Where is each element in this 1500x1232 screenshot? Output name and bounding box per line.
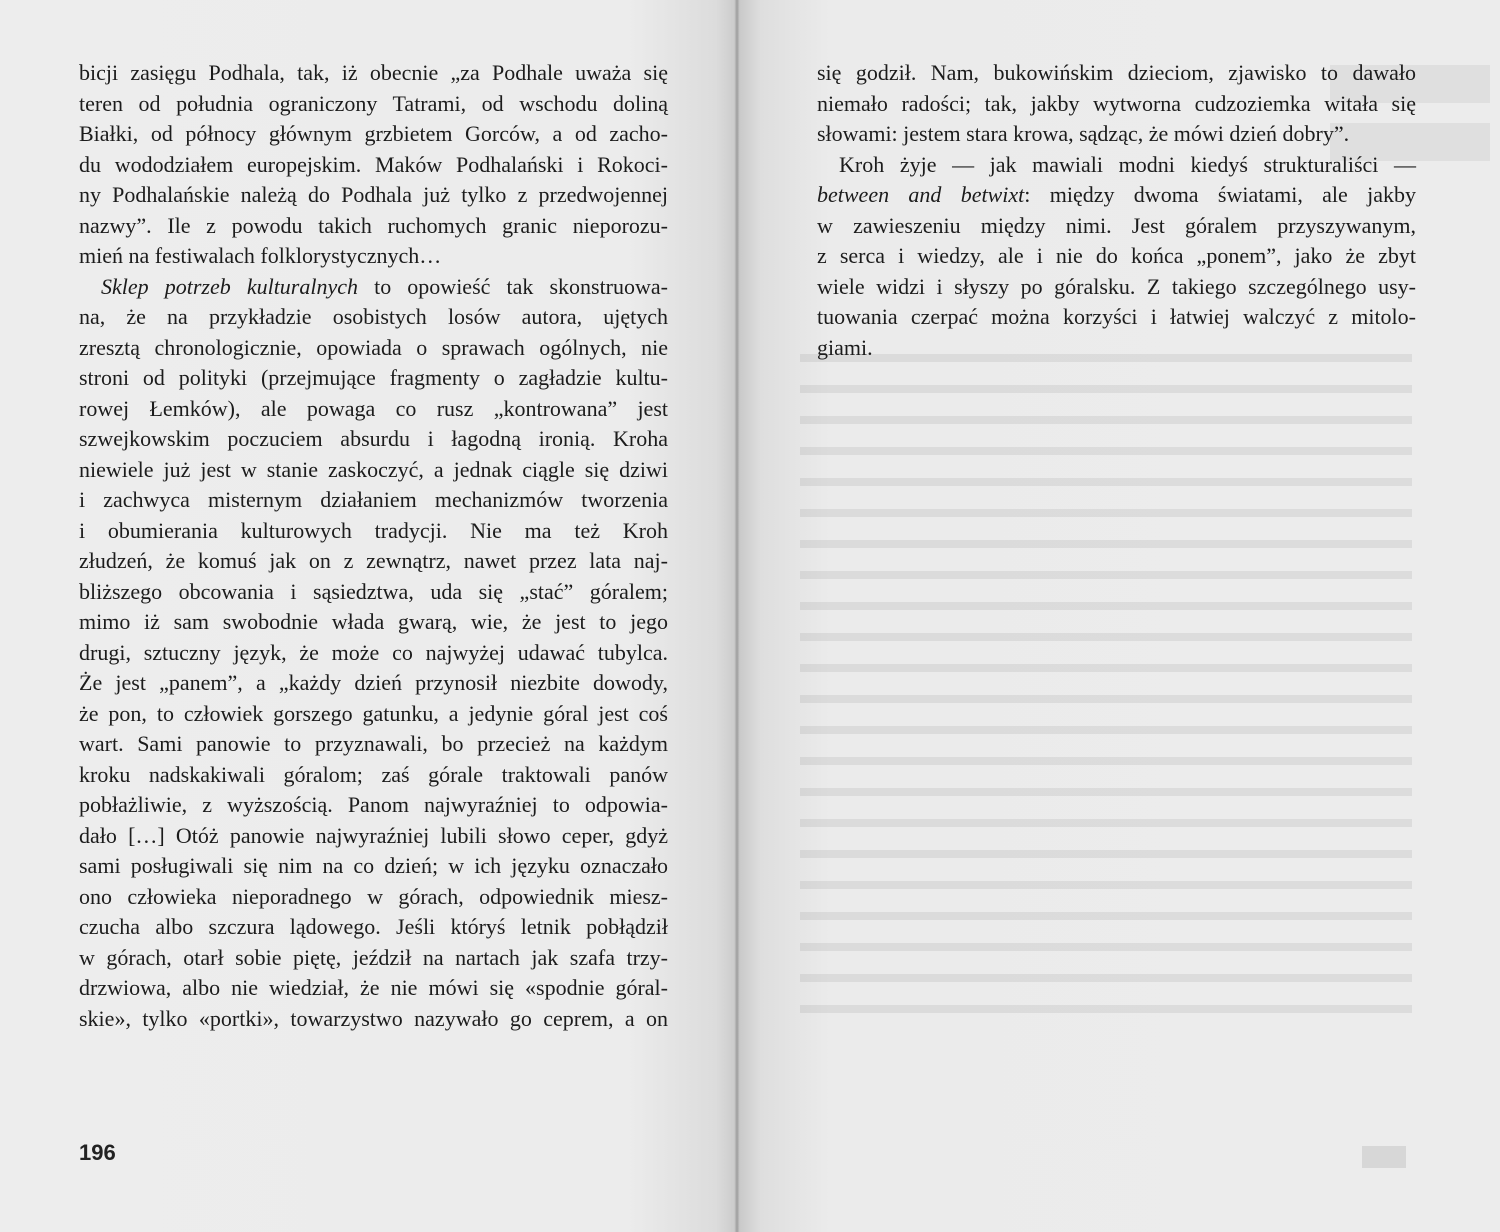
book-gutter — [734, 0, 740, 1232]
text-line: bliższego obcowania i sąsiedztwa, uda się „stać” góralem; — [79, 578, 668, 604]
text-line: że pon, to człowiek gorszego gatunku, a jedynie góral jest coś — [79, 700, 668, 726]
text-line: tuowania czerpać można korzyści i łatwiej walczyć z mitolo- — [817, 304, 1416, 329]
text-line: wart. Sami panowie to przyznawali, bo przecież na każdym — [79, 731, 668, 756]
text-line: i zachwyca misternym działaniem mechanizmów tworzenia — [79, 487, 668, 512]
text-line: ny Podhalańskie należą do Podhala już tylko z przedwojennej — [79, 182, 668, 207]
text-line: du wododziałem europejskim. Maków Podhalański i Rokoci- — [79, 151, 668, 177]
text-line: niemało radości; tak, jakby wytworna cudzoziemka witała się — [817, 90, 1416, 116]
text-line: w zawieszeniu między nimi. Jest góralem przyszywanym, — [817, 212, 1416, 238]
text-line: Że jest „panem”, a „każdy dzień przynosił niezbite dowody, — [79, 670, 668, 695]
text-line: kroku nadskakiwali góralom; zaś górale traktowali panów — [79, 761, 668, 787]
text-line: sami posługiwali się nim na co dzień; w ich języku oznaczało — [79, 853, 668, 878]
text-line: pobłażliwie, z wyższością. Panom najwyraźniej to odpowia- — [79, 792, 668, 817]
bleed-through-page-number — [1362, 1146, 1406, 1168]
text-line: na, że na przykładzie osobistych losów autora, ujętych — [79, 304, 668, 329]
text-line: drzwiowa, albo nie wiedział, że nie mówi się «spodnie góral- — [79, 975, 668, 1000]
page-number: 196 — [79, 1140, 116, 1165]
text-line: ono człowieka nieporadnego w górach, odpowiednik miesz- — [79, 883, 668, 909]
book-title: Sklep potrzeb kulturalnych — [101, 273, 359, 299]
text-line: drugi, sztuczny język, że może co najwyżej udawać tubylca. — [79, 639, 668, 665]
right-page-text — [817, 58, 1416, 363]
text-fragment: to opowieść tak skonstruowa- — [358, 273, 668, 299]
text-line: i obumierania kulturowych tradycji. Nie ma też Kroh — [79, 517, 668, 543]
text-line: rowej Łemków), ale powaga co rusz „kontrowana” jest — [79, 395, 668, 421]
text-line: czucha albo szczura lądowego. Jeśli któryś letnik pobłądził — [79, 914, 668, 939]
text-line: teren od południa ograniczony Tatrami, od wschodu doliną — [79, 90, 668, 116]
text-line: nazwy”. Ile z powodu takich ruchomych granic nieporozu- — [79, 212, 668, 238]
text-line: szwejkowskim poczuciem absurdu i łagodną ironią. Kroha — [79, 426, 668, 451]
text-line: słowami: jestem stara krowa, sądząc, że mówi dzień dobry”. — [817, 121, 1350, 146]
left-page-text — [79, 58, 668, 1034]
text-line: giami. — [817, 334, 873, 360]
paragraph-first-line: Kroh żyje — jak mawiali modni kiedyś strukturaliści — — [839, 151, 1416, 177]
text-line: dało […] Otóż panowie najwyraźniej lubili słowo ceper, gdyż — [79, 822, 668, 848]
text-line: bicji zasięgu Podhala, tak, iż obecnie „za Podhale uważa się — [79, 60, 668, 85]
bleed-through-text — [800, 340, 1412, 1030]
text-line: mień na festiwalach folklorystycznych… — [79, 243, 442, 268]
text-line: wiele widzi i słyszy po góralsku. Z takiego szczególnego usy- — [817, 273, 1416, 299]
text-line: z serca i wiedzy, ale i nie do końca „ponem”, jako że zbyt — [817, 243, 1416, 268]
italic-phrase: between and betwixt — [817, 182, 1025, 207]
paragraph-first-line — [79, 272, 668, 303]
text-line: w górach, otarł sobie piętę, jeździł na nartach jak szafa trzy- — [79, 944, 668, 970]
text-line: skie», tylko «portki», towarzystwo nazywało go ceprem, a on — [79, 1005, 668, 1031]
text-line: się godził. Nam, bukowińskim dzieciom, zjawisko to dawało — [817, 60, 1416, 85]
text-line: zresztą chronologicznie, opowiada o sprawach ogólnych, nie — [79, 334, 668, 360]
text-line — [817, 180, 1416, 211]
text-line: Białki, od północy głównym grzbietem Gorców, a od zacho- — [79, 121, 668, 146]
text-line: stroni od polityki (przejmujące fragmenty o zagładzie kultu- — [79, 365, 668, 390]
text-line: mimo iż sam swobodnie włada gwarą, wie, że jest to jego — [79, 609, 668, 634]
text-line: niewiele już jest w stanie zaskoczyć, a jednak ciągle się dziwi — [79, 456, 668, 482]
text-line: złudzeń, że komuś jak on z zewnątrz, nawet przez lata naj- — [79, 548, 668, 573]
text-fragment: : między dwoma światami, ale jakby — [1024, 182, 1416, 207]
